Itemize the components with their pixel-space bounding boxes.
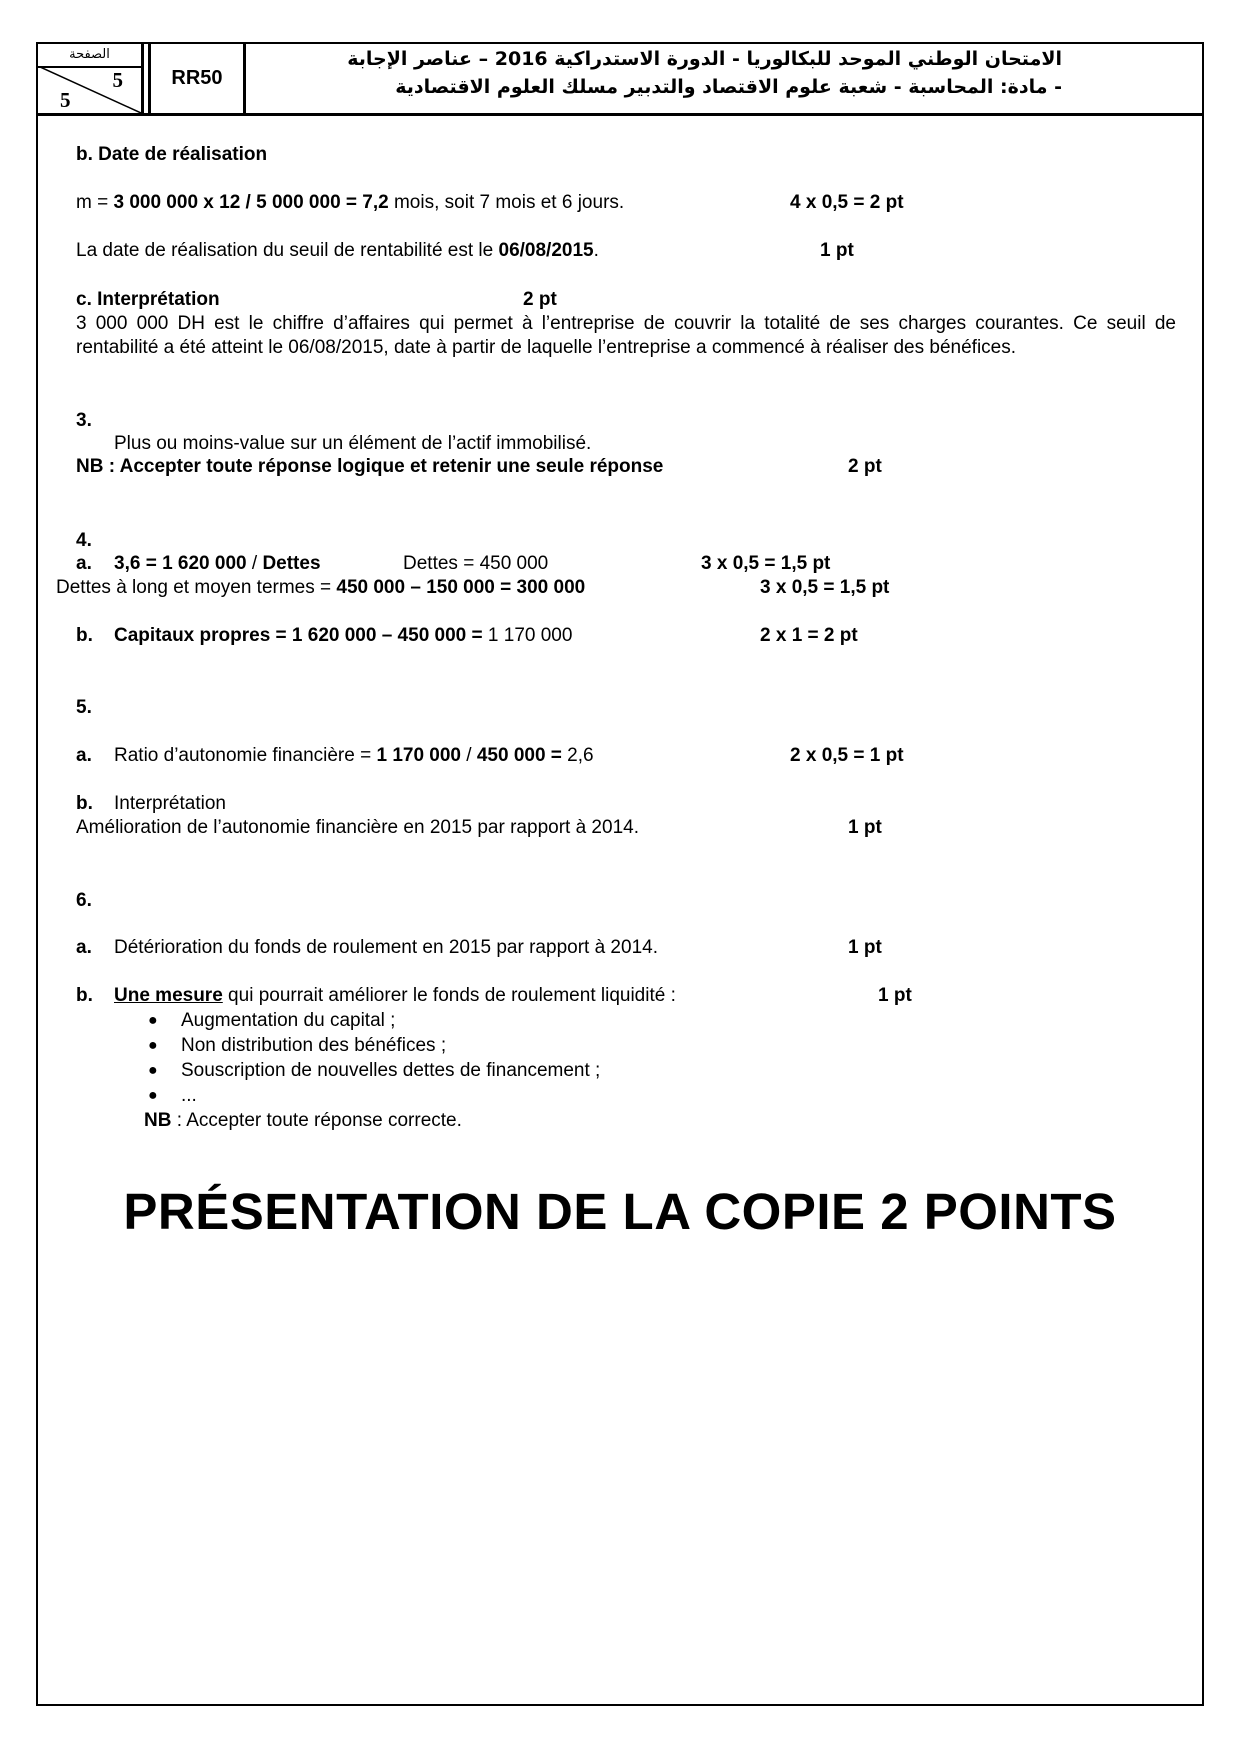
exam-title-line-1: الامتحان الوطني الموحد للبكالوريا - الدورة الاستدراكية 2016 – عناصر الإجابة (347, 48, 1062, 70)
section-4-number: 4. (76, 530, 92, 551)
m-prefix: m = (76, 192, 114, 213)
dlmt-formula: 450 000 – 150 000 = 300 000 (336, 577, 586, 598)
m-points: 4 x 0,5 = 2 pt (790, 192, 904, 213)
section-6a-points: 1 pt (848, 937, 882, 958)
a-slash: / (246, 553, 263, 574)
section-4a-points: 3 x 0,5 = 1,5 pt (701, 553, 831, 574)
section-5a-points: 2 x 0,5 = 1 pt (790, 745, 904, 766)
mesure-text: qui pourrait améliorer le fonds de roulement liquidité : (222, 985, 676, 1006)
section-2b-date-line (76, 240, 599, 262)
section-6-number: 6. (76, 890, 92, 911)
section-2b-heading: b. Date de réalisation (76, 144, 268, 165)
nb-text: : Accepter toute réponse correcte. (171, 1110, 462, 1131)
section-3-number: 3. (76, 410, 92, 431)
bullet-icon: ● (148, 1012, 158, 1029)
section-3-nb: NB : Accepter toute réponse logique et retenir une seule réponse (76, 456, 664, 477)
bullet-icon: ● (148, 1037, 158, 1054)
m-suffix: mois, soit 7 mois et 6 jours. (388, 192, 625, 213)
section-5b-points: 1 pt (848, 817, 882, 838)
exam-header (38, 44, 1202, 116)
nb-label: NB (144, 1110, 172, 1131)
exam-title (246, 44, 1202, 113)
b-formula: Capitaux propres = 1 620 000 – 450 000 = (114, 625, 483, 646)
section-6b-letter: b. (76, 985, 93, 1006)
ratio-prefix: Ratio d’autonomie financière = (114, 745, 377, 766)
section-5b-text: Amélioration de l’autonomie financière en 2015 par rapport à 2014. (76, 817, 639, 838)
date-text: La date de réalisation du seuil de rentabilité est le (76, 240, 499, 261)
diagonal-divider (38, 66, 141, 113)
date-value: 06/08/2015 (498, 240, 594, 261)
b-result: 1 170 000 (482, 625, 573, 646)
section-3-text: Plus ou moins-value sur un élément de l’actif immobilisé. (114, 433, 592, 454)
dlmt-prefix: Dettes à long et moyen termes = (56, 577, 337, 598)
section-2c-paragraph: 3 000 000 DH est le chiffre d’affaires qui permet à l’entreprise de couvrir la totalité de ses charges courantes. Ce seuil de rentabilité a été atteint le 06/08/2015, date à partir de laquelle l’entreprise a commencé à réaliser des bénéfices. (76, 313, 1176, 358)
section-5-number: 5. (76, 697, 92, 718)
section-5b-letter: b. (76, 793, 93, 814)
a-formula: 3,6 = 1 620 000 (114, 553, 247, 574)
section-4a-letter: a. (76, 553, 92, 574)
page-current: 5 (112, 68, 123, 92)
section-2b-formula-line (76, 192, 624, 214)
a-dettes: Dettes (262, 553, 321, 574)
ratio-slash: / (461, 745, 477, 766)
exam-title-line-2: - مادة: المحاسبة - شعبة علوم الاقتصاد والتدبير مسلك العلوم الاقتصادية (395, 76, 1062, 98)
section-6b-line (114, 985, 676, 1007)
section-4a-result: Dettes = 450 000 (403, 553, 549, 574)
list-item: ● Augmentation du capital ; (148, 1010, 396, 1031)
section-4b-points: 2 x 1 = 2 pt (760, 625, 858, 646)
section-4b-letter: b. (76, 625, 93, 646)
list-item: ● ... (148, 1085, 197, 1106)
ratio-numerator: 1 170 000 (376, 745, 461, 766)
page-label: الصفحة (38, 44, 141, 68)
page-total: 5 (60, 88, 71, 112)
section-2c-heading: c. Interprétation (76, 289, 220, 310)
bullet-icon: ● (148, 1062, 158, 1079)
section-5b-heading: Interprétation (114, 793, 226, 814)
list-item: ● Non distribution des bénéfices ; (148, 1035, 447, 1056)
ratio-denominator: 450 000 = (476, 745, 562, 766)
m-formula: 3 000 000 x 12 / 5 000 000 = 7,2 (113, 192, 389, 213)
mesure-label: Une mesure (114, 985, 223, 1006)
section-6-nb (144, 1110, 462, 1132)
date-points: 1 pt (820, 240, 854, 261)
presentation-title: PRÉSENTATION DE LA COPIE 2 POINTS (123, 1183, 1117, 1240)
section-4-dlmt-points: 3 x 0,5 = 1,5 pt (760, 577, 890, 598)
section-6a-letter: a. (76, 937, 92, 958)
ratio-result: 2,6 (561, 745, 594, 766)
exam-code: RR50 (148, 44, 246, 113)
section-5a-letter: a. (76, 745, 92, 766)
section-4-dlmt-line (56, 577, 585, 599)
section-6a-text: Détérioration du fonds de roulement en 2015 par rapport à 2014. (114, 937, 658, 958)
section-2c-points: 2 pt (523, 289, 557, 310)
section-4b-line (114, 625, 572, 647)
section-4a-formula (114, 553, 321, 575)
page-number-cell (38, 44, 144, 113)
section-6b-points: 1 pt (878, 985, 912, 1006)
section-3-points: 2 pt (848, 456, 882, 477)
list-item: ● Souscription de nouvelles dettes de financement ; (148, 1060, 601, 1081)
section-5a-line (114, 745, 594, 767)
date-end: . (593, 240, 599, 261)
bullet-icon: ● (148, 1087, 158, 1104)
